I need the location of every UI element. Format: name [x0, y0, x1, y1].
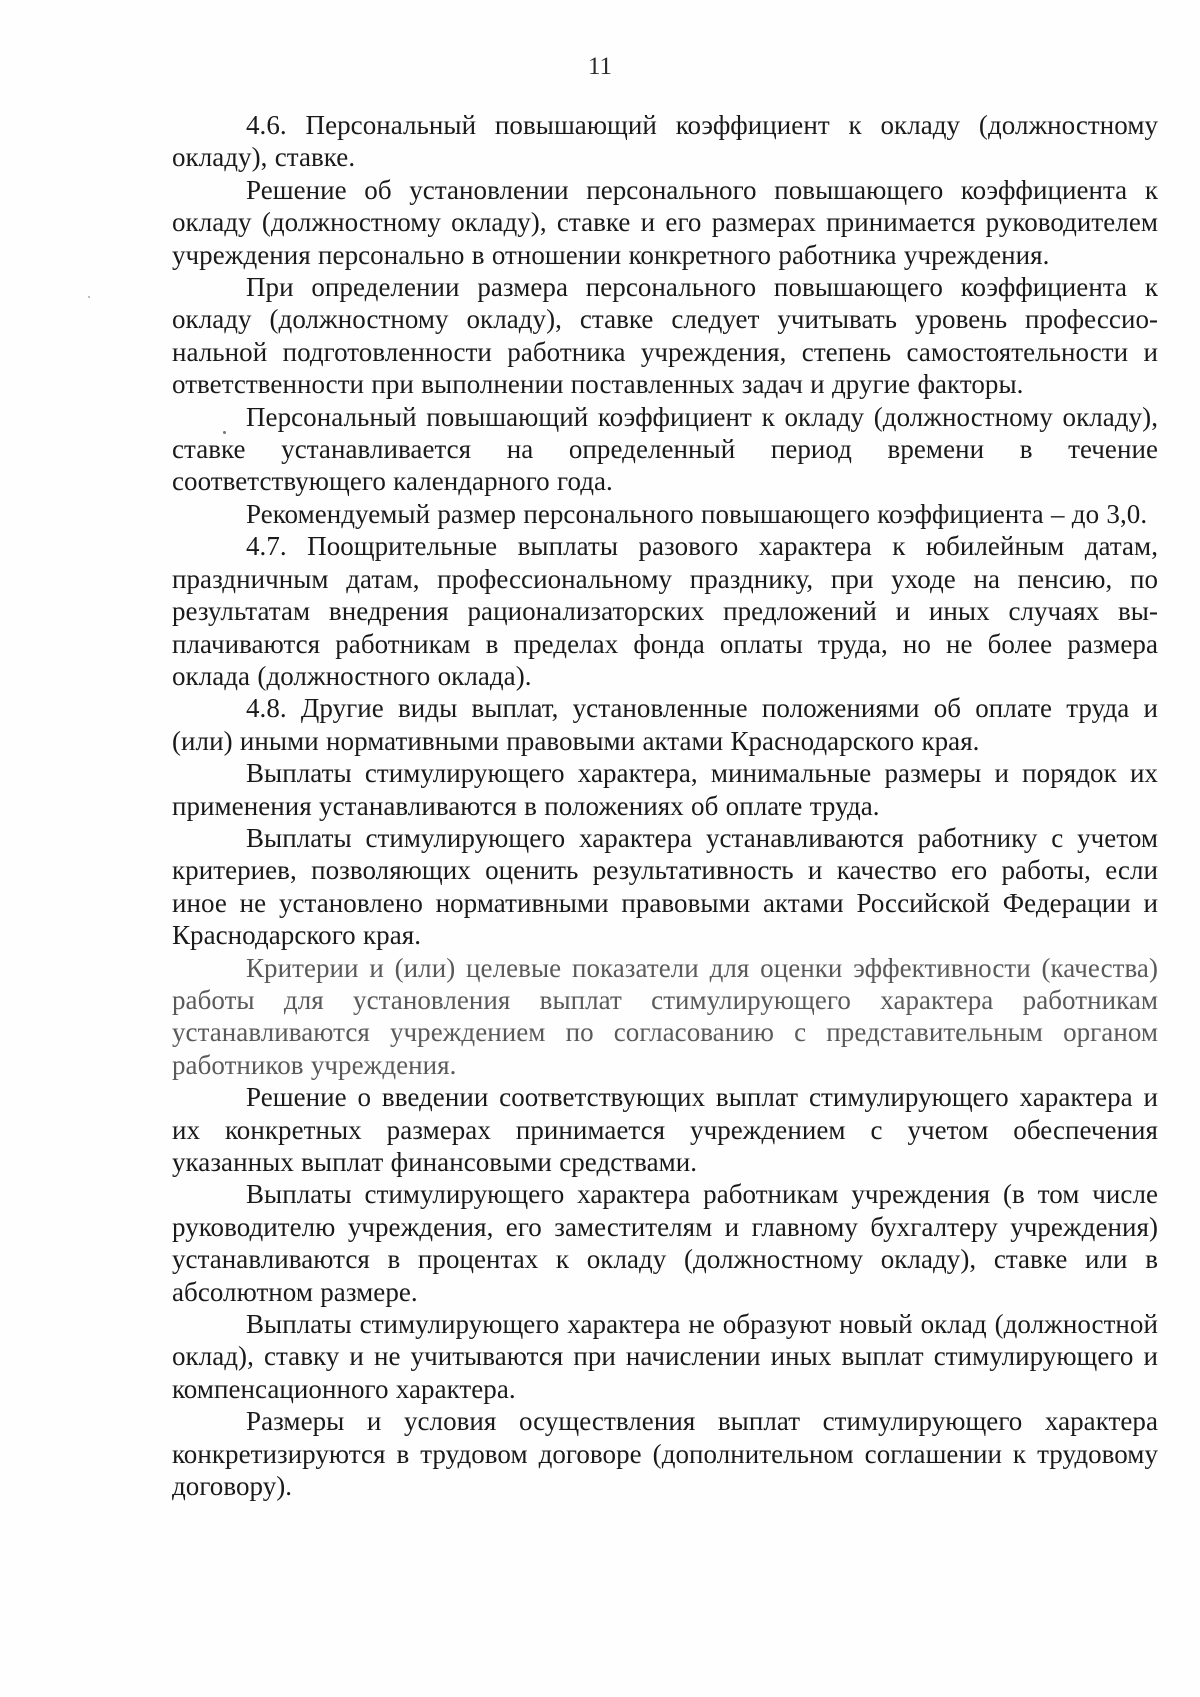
- scan-speck: [88, 296, 90, 298]
- paragraph-employment-contract: Размеры и условия осуществления выплат стимулирующего характера конкретизируются в трудовом договоре (дополнительном соглашении к трудовому договору).: [172, 1406, 1158, 1502]
- paragraph-4-7-bonuses: 4.7. Поощрительные выплаты разового характера к юбилейным датам, праздничным датам, профессиональному празднику, при уходе на пенсию, по результатам внедрения рационализаторских предложений и иных случаях выплачиваются работникам в пределах фонда оплаты труда, но не более размера оклада (должностного оклада).: [172, 531, 1158, 691]
- paragraph-incentive-percent: Выплаты стимулирующего характера работникам учреждения (в том числе руководителю учреждения, его заместителям и главному бухгалтеру учреждения) устанавливаются в процентах к окладу (должностному окладу), ставке или в абсолютном размере.: [172, 1179, 1158, 1307]
- paragraph-coefficient-recommended: Рекомендуемый размер персонального повышающего коэффициента – до 3,0.: [246, 498, 1148, 529]
- paragraph-incentive-minimums: Выплаты стимулирующего характера, минимальные размеры и порядок их применения устанавливаются в положениях об оплате труда.: [172, 758, 1158, 821]
- paragraph-coefficient-decision: Решение об установлении персонального повышающего коэффициента к окладу (должностному окладу), ставке и его размерах принимается руководителем учреждения персонально в отношении конкретного работника учреждения.: [172, 174, 1158, 270]
- paragraph-performance-indicators: Критерии и (или) целевые показатели для оценки эффективности (качества) работы для установления выплат стимулирующего характера работникам устанавливаются учреждением по согласованию с представительным органом работников учреждения.: [172, 952, 1158, 1080]
- paragraph-coefficient-criteria: При определении размера персонального повышающего коэффициента к окладу (должностному окладу), ставке следует учитывать уровень профессиональной подготовленности работника учреждения, степень самостоятельности и ответственности при выполнении поставленных задач и другие факторы.: [172, 272, 1158, 400]
- scan-speck: [223, 431, 226, 434]
- paragraph-incentive-criteria: Выплаты стимулирующего характера устанавливаются работнику с учетом критериев, позволяющих оценить результативность и качество его работы, если иное не установлено нормативными правовыми актами Российской Федерации и Краснодарского края.: [172, 822, 1158, 951]
- paragraph-incentive-decision: Решение о введении соответствующих выплат стимулирующего характера и их конкретных размерах принимается учреждением с учетом обеспечения указанных выплат финансовыми средствами.: [172, 1082, 1158, 1177]
- paragraph-4-8-other-payments: 4.8. Другие виды выплат, установленные положениями об оплате труда и (или) иными нормативными правовыми актами Краснодарского края.: [172, 693, 1158, 756]
- paragraph-coefficient-period: Персональный повышающий коэффициент к окладу (должностному окладу), ставке устанавливается на определенный период времени в течение соответствующего календарного года.: [172, 401, 1158, 497]
- paragraph-4-6-heading: 4.6. Персональный повышающий коэффициент к окладу (должностному окладу), ставке.: [172, 110, 1158, 173]
- document-body: [172, 109, 1158, 1502]
- page-number: 11: [587, 53, 613, 80]
- paragraph-incentive-not-salary: Выплаты стимулирующего характера не образуют новый оклад (должностной оклад), ставку и не учитываются при начислении иных выплат стимулирующего и компенсационного характера.: [172, 1309, 1158, 1404]
